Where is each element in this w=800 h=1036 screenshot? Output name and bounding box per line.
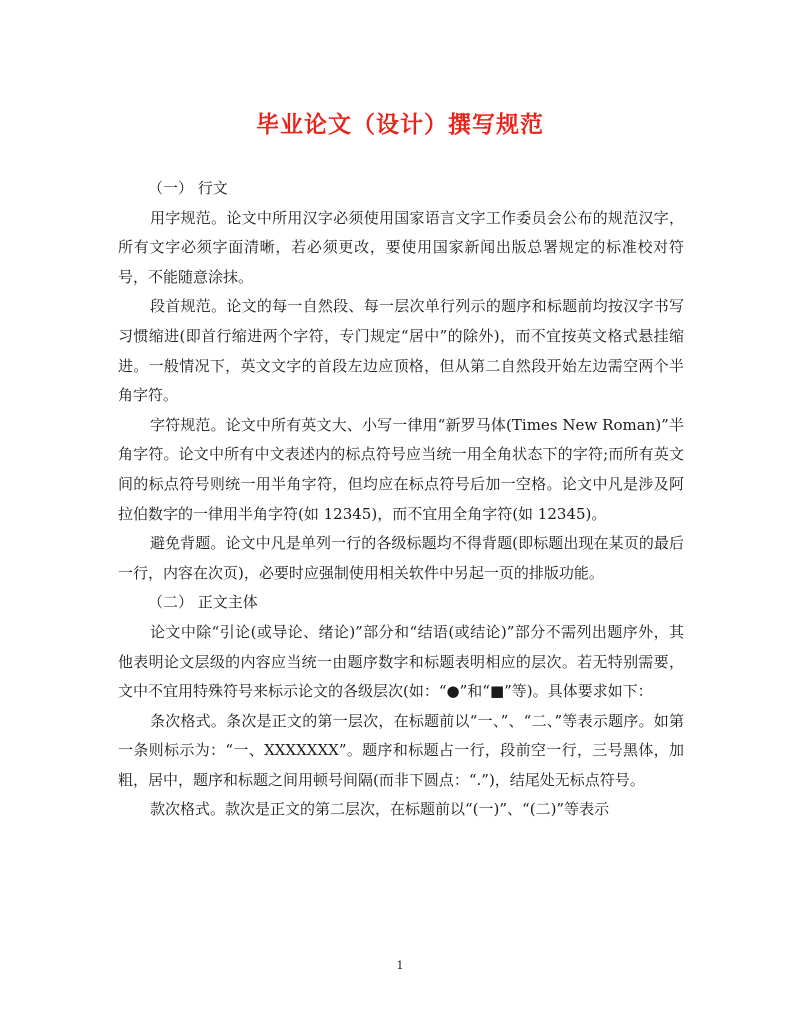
- paragraph-section-format: 款次格式。款次是正文的第二层次，在标题前以“(一)”、“(二)”等表示: [150, 800, 610, 819]
- page-number: 1: [396, 959, 404, 972]
- section-heading-main-body: （二） 正文主体: [148, 593, 258, 612]
- paragraph-main-body-levels: 论文中除“引论(或导论、绪论)”部分和“结语(或结论)”部分不需列出题序外，其他表明论文层级的内容应当统一由题序数字和标题表明相应的层次。若无特别需要，文中不宜用特殊符号来标示论文的各级层次(如：“●”和“■”等)。具体要求如下：: [118, 622, 684, 701]
- paragraph-avoid-orphan-heading: 避免背题。论文中凡是单列一行的各级标题均不得背题(即标题出现在某页的最后一行，内容在次页)，必要时应强制使用相关软件中另起一页的排版功能。: [118, 534, 684, 582]
- paragraph-character-usage: 用字规范。论文中所用汉字必须使用国家语言文字工作委员会公布的规范汉字，所有文字必须字面清晰，若必须更改，要使用国家新闻出版总署规定的标准校对符号，不能随意涂抹。: [118, 208, 684, 286]
- section-heading-writing: （一） 行文: [148, 179, 228, 197]
- document-body: [118, 174, 684, 825]
- document-title: 毕业论文（设计）撰写规范: [256, 111, 544, 138]
- paragraph-indentation: 段首规范。论文的每一自然段、每一层次单行列示的题序和标题前均按汉字书写习惯缩进(即首行缩进两个字符，专门规定“居中”的除外)，而不宜按英文格式悬挂缩进。一般情况下，英文文字的首段左边应顶格，但从第二自然段开始左边需空两个半角字符。: [118, 297, 684, 405]
- paragraph-article-format: 条次格式。条次是正文的第一层次，在标题前以“一、”、“二、”等表示题序。如第一条则标示为：“一、XXXXXXX”。题序和标题占一行，段前空一行，三号黑体，加粗，居中，题序和标题之间用顿号间隔(而非下圆点：“.”)，结尾处无标点符号。: [118, 711, 684, 789]
- paragraph-character-format: 字符规范。论文中所有英文大、小写一律用“新罗马体(Times New Roman)”半角字符。论文中所有中文表述内的标点符号应当统一用全角状态下的字符;而所有英文间的标点符号则统一用半角字符，但均应在标点符号后加一空格。论文中凡是涉及阿拉伯数字的一律用半角字符(如 12345)，而不宜用全角字符(如 12345)。: [118, 415, 684, 523]
